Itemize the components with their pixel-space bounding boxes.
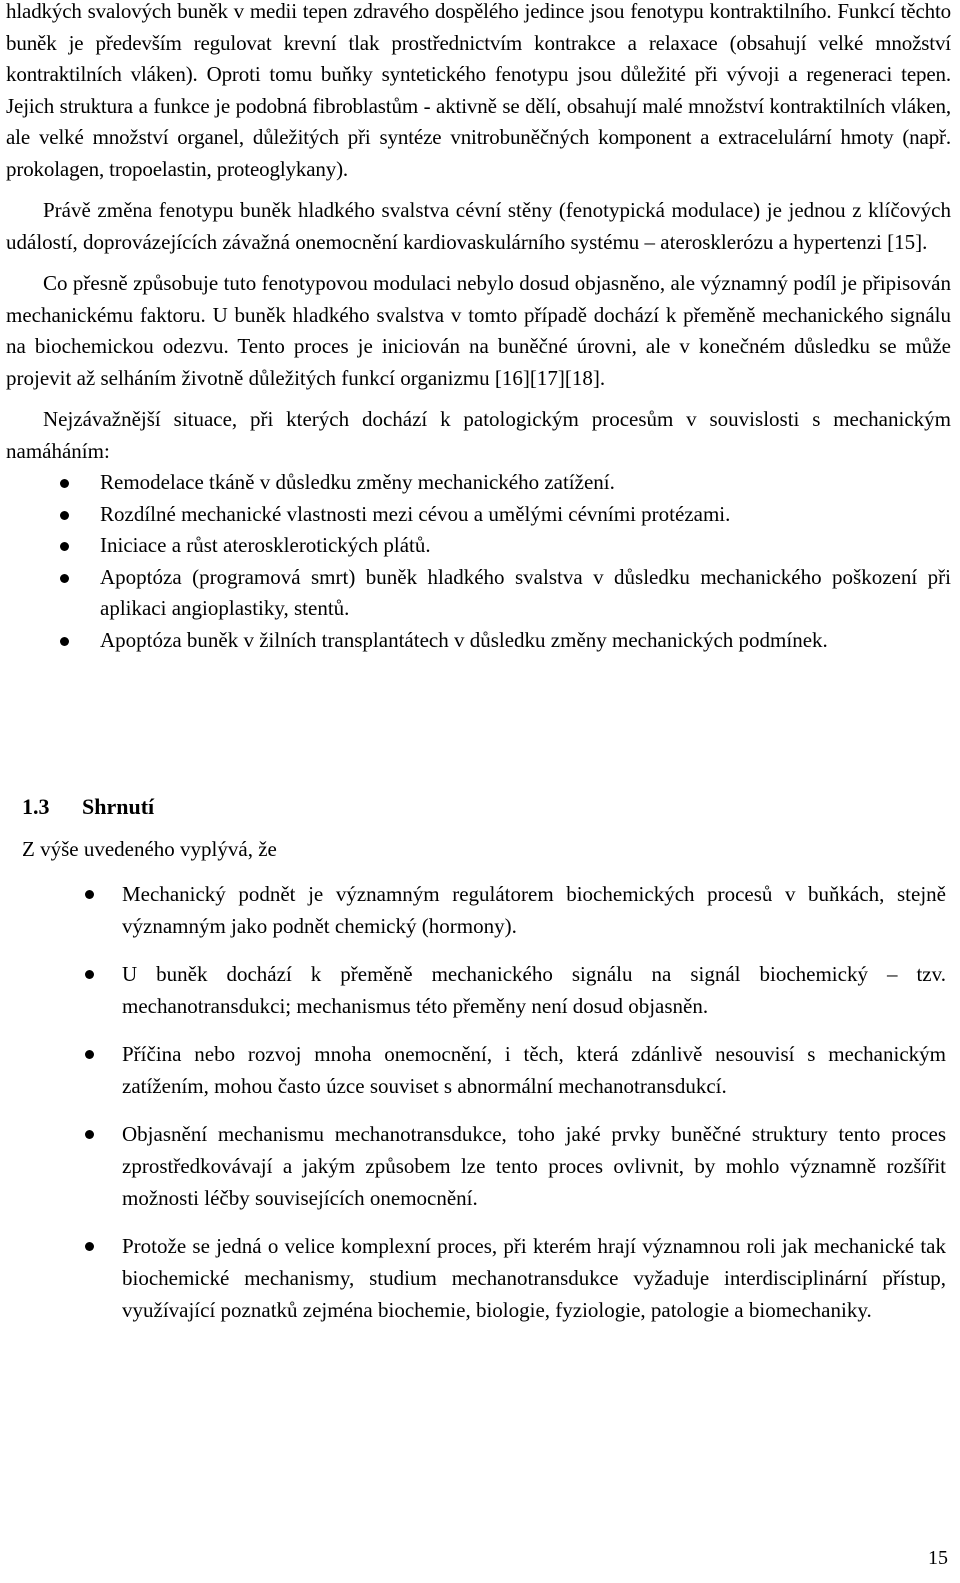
summary-list	[22, 878, 946, 1326]
page-number: 15	[928, 1547, 948, 1569]
paragraph-mechanical-factor: Co přesně způsobuje tuto fenotypovou modulaci nebylo dosud objasněno, ale významný podíl je připisován mechanickému faktoru. U buněk hladkého svalstva v tomto případě dochází k přeměně mechanického signálu na biochemickou odezvu. Tento proces je iniciován na buněčné úrovni, ale v konečném důsledku se může projevit až selháním životně důležitých funkcí organizmu [16][17][18].	[6, 271, 951, 390]
bullet-icon	[60, 574, 69, 583]
list-item: Příčina nebo rozvoj mnoha onemocnění, i těch, která zdánlivě nesouvisí s mechanickým zatížením, mohou často úzce souviset s abnormální mechanotransdukcí.	[22, 1038, 946, 1102]
list-item: Apoptóza (programová smrt) buněk hladkého svalstva v důsledku mechanického poškození při aplikaci angioplastiky, stentů.	[6, 562, 951, 625]
summary-block	[22, 878, 946, 1342]
bullet-icon	[85, 1130, 94, 1139]
list-item: Iniciace a růst aterosklerotických plátů.	[6, 530, 951, 562]
list-item: Mechanický podnět je významným regulátorem biochemických procesů v buňkách, stejně významným jako podnět chemický (hormony).	[22, 878, 946, 942]
bullet-icon	[60, 511, 69, 520]
list-item: Protože se jedná o velice komplexní proces, při kterém hrají významnou roli jak mechanické tak biochemické mechanismy, studium mechanotransdukce vyžaduje interdisciplinární přístup, využívající poznatků zejména biochemie, biologie, fyziologie, patologie a biomechaniky.	[22, 1230, 946, 1326]
bullet-icon	[85, 890, 94, 899]
list-item: Apoptóza buněk v žilních transplantátech v důsledku změny mechanických podmínek.	[6, 625, 951, 657]
section-number: 1.3	[22, 794, 50, 819]
bullet-icon	[85, 1050, 94, 1059]
bullet-icon	[85, 1242, 94, 1251]
paragraph-phenotype-change: Právě změna fenotypu buněk hladkého svalstva cévní stěny (fenotypická modulace) je jednou z klíčových událostí, doprovázejících závažná onemocnění kardiovaskulárního systému – aterosklerózu a hypertenzi [15].	[6, 198, 951, 254]
bullet-icon	[60, 637, 69, 646]
paragraph-phenotypes: hladkých svalových buněk v medii tepen zdravého dospělého jedince jsou fenotypu kontraktilního. Funkcí těchto buněk je především regulovat krevní tlak prostřednictvím kontrakce a relaxace (obsahují velké množství kontraktilních vláken). Oproti tomu buňky syntetického fenotypu jsou důležité při vývoji a regeneraci tepen. Jejich struktura a funkce je podobná fibroblastům - aktivně se dělí, obsahují malé množství kontraktilních vláken, ale velké množství organel, důležitých při syntéze vnitrobuněčných komponent a extracelulární hmoty (např. prokolagen, tropoelastin, proteoglykany).	[6, 0, 951, 181]
list-item: Objasnění mechanismu mechanotransdukce, toho jaké prvky buněčné struktury tento proces zprostředkovávají a jakým způsobem lze tento proces ovlivnit, by mohlo významně rozšířit možnosti léčby souvisejících onemocnění.	[22, 1118, 946, 1214]
list-item: U buněk dochází k přeměně mechanického signálu na signál biochemický – tzv. mechanotransdukci; mechanismus této přeměny není dosud objasněn.	[22, 958, 946, 1022]
bullet-icon	[60, 542, 69, 551]
section-title: Shrnutí	[82, 794, 155, 819]
body-text-top	[6, 0, 951, 656]
summary-intro: Z výše uvedeného vyplývá, že	[22, 837, 277, 861]
bullet-icon	[85, 970, 94, 979]
list-item: Rozdílné mechanické vlastnosti mezi cévou a umělými cévními protézami.	[6, 499, 951, 531]
section-heading	[22, 792, 154, 822]
bullet-icon	[60, 479, 69, 488]
list-item: Remodelace tkáně v důsledku změny mechanického zatížení.	[6, 467, 951, 499]
situations-list	[6, 467, 951, 656]
paragraph-situations-intro: Nejzávažnější situace, při kterých dochází k patologickým procesům v souvislosti s mechanickým namáháním:	[6, 407, 951, 463]
